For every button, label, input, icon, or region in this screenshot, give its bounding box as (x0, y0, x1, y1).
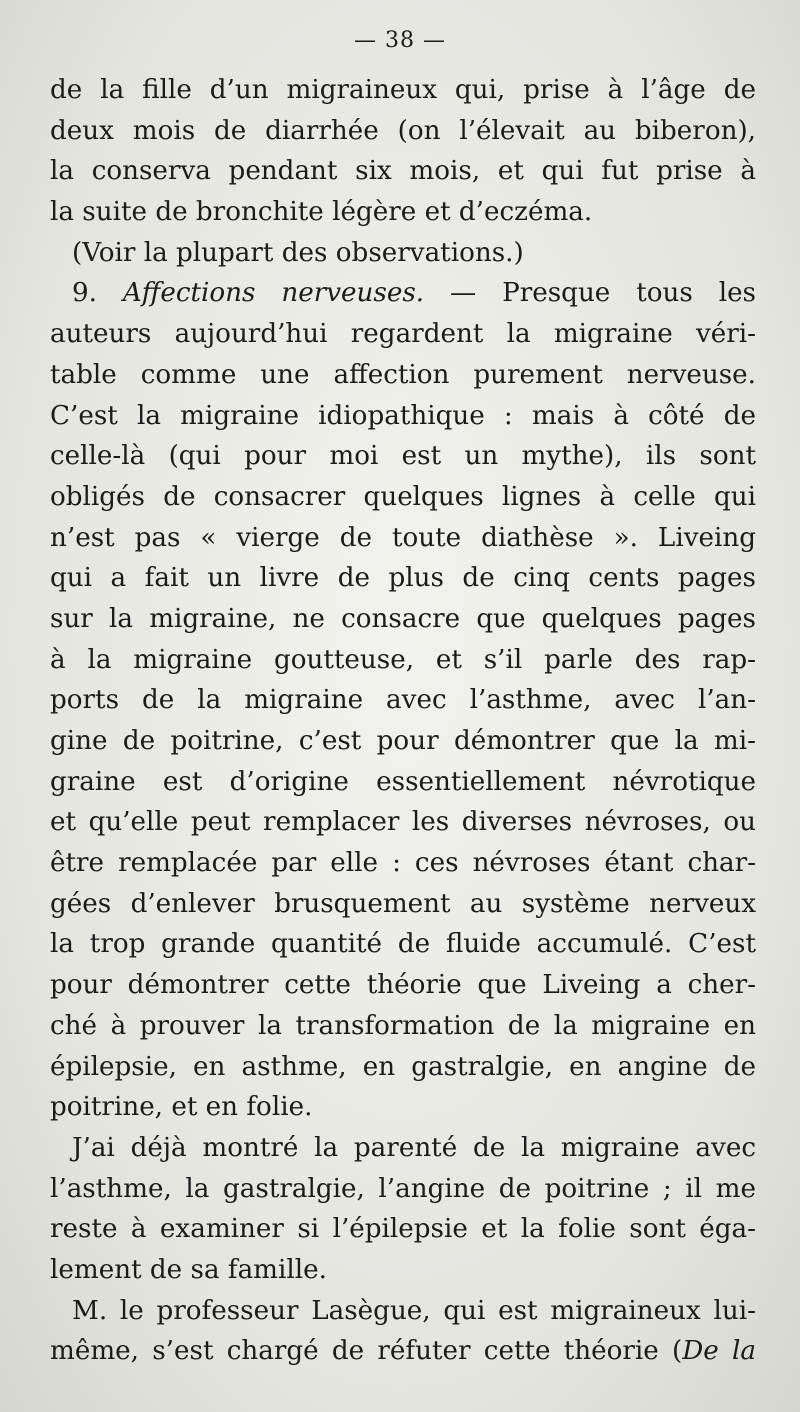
text-line-7: auteurs aujourd’hui regardent la migraine véri- (50, 319, 756, 350)
text-line-16: ports de la migraine avec l’asthme, avec l’an- (50, 685, 756, 716)
text-line-12: n’est pas « vierge de toute diathèse ». Liveing (50, 522, 756, 553)
text-line-5: (Voir la plupart des observations.) (72, 237, 524, 268)
text-line-10: celle-là (qui pour moi est un mythe), ils sont (50, 441, 756, 472)
text-line-9: C’est la migraine idiopathique : mais à côté de (50, 400, 756, 431)
text-line-3: la conserva pendant six mois, et qui fut prise à (50, 156, 756, 187)
text-line-26: poitrine, et en folie. (50, 1092, 313, 1123)
text-line-32 (50, 1331, 756, 1372)
text-line-29: reste à examiner si l’épilepsie et la folie sont éga- (50, 1214, 756, 1245)
text-line-20: être remplacée par elle : ces névroses étant char- (50, 848, 756, 879)
text-line-32-roman: même, s’est chargé de réfuter cette théorie ( (50, 1336, 683, 1367)
section-number: 9. (72, 278, 123, 309)
text-line-27: J’ai déjà montré la parenté de la migraine avec (72, 1132, 756, 1163)
text-line-4: la suite de bronchite légère et d’eczéma. (50, 197, 593, 228)
text-line-13: qui a fait un livre de plus de cinq cents pages (50, 563, 756, 594)
text-line-17: gine de poitrine, c’est pour démontrer que la mi- (50, 726, 756, 756)
text-line-31: M. le professeur Lasègue, qui est migraineux lui- (72, 1295, 756, 1326)
text-line-8: table comme une affection purement nerveuse. (50, 359, 756, 390)
section-heading-rest: — Presque tous les (424, 278, 756, 309)
body-text (50, 70, 756, 1372)
text-line-30: lement de sa famille. (50, 1254, 327, 1285)
text-line-21: gées d’enlever brusquement au système nerveux (50, 888, 756, 919)
page-number: — 38 — (354, 28, 446, 53)
text-line-24: ché à prouver la transformation de la migraine en (50, 1010, 756, 1041)
text-line-22: la trop grande quantité de fluide accumulé. C’est (50, 929, 756, 960)
text-line-32-italic: De la (682, 1336, 757, 1367)
text-line-1: de la fille d’un migraineux qui, prise à l’âge de (50, 75, 756, 105)
text-line-18: graine est d’origine essentiellement névrotique (50, 766, 756, 797)
text-line-28: l’asthme, la gastralgie, l’angine de poitrine ; il me (50, 1173, 756, 1204)
text-line-15: à la migraine goutteuse, et s’il parle des rap- (50, 644, 756, 675)
text-line-14: sur la migraine, ne consacre que quelques pages (50, 603, 756, 634)
text-line-19: et qu’elle peut remplacer les diverses névroses, ou (50, 807, 756, 838)
section-heading-line (50, 273, 756, 314)
text-line-2: deux mois de diarrhée (on l’élevait au biberon), (50, 115, 756, 146)
text-line-11: obligés de consacrer quelques lignes à celle qui (50, 481, 756, 512)
section-title: Affections nerveuses. (122, 278, 425, 309)
text-line-23: pour démontrer cette théorie que Liveing a cher- (50, 970, 756, 1001)
text-line-25: épilepsie, en asthme, en gastralgie, en angine de (50, 1051, 756, 1082)
